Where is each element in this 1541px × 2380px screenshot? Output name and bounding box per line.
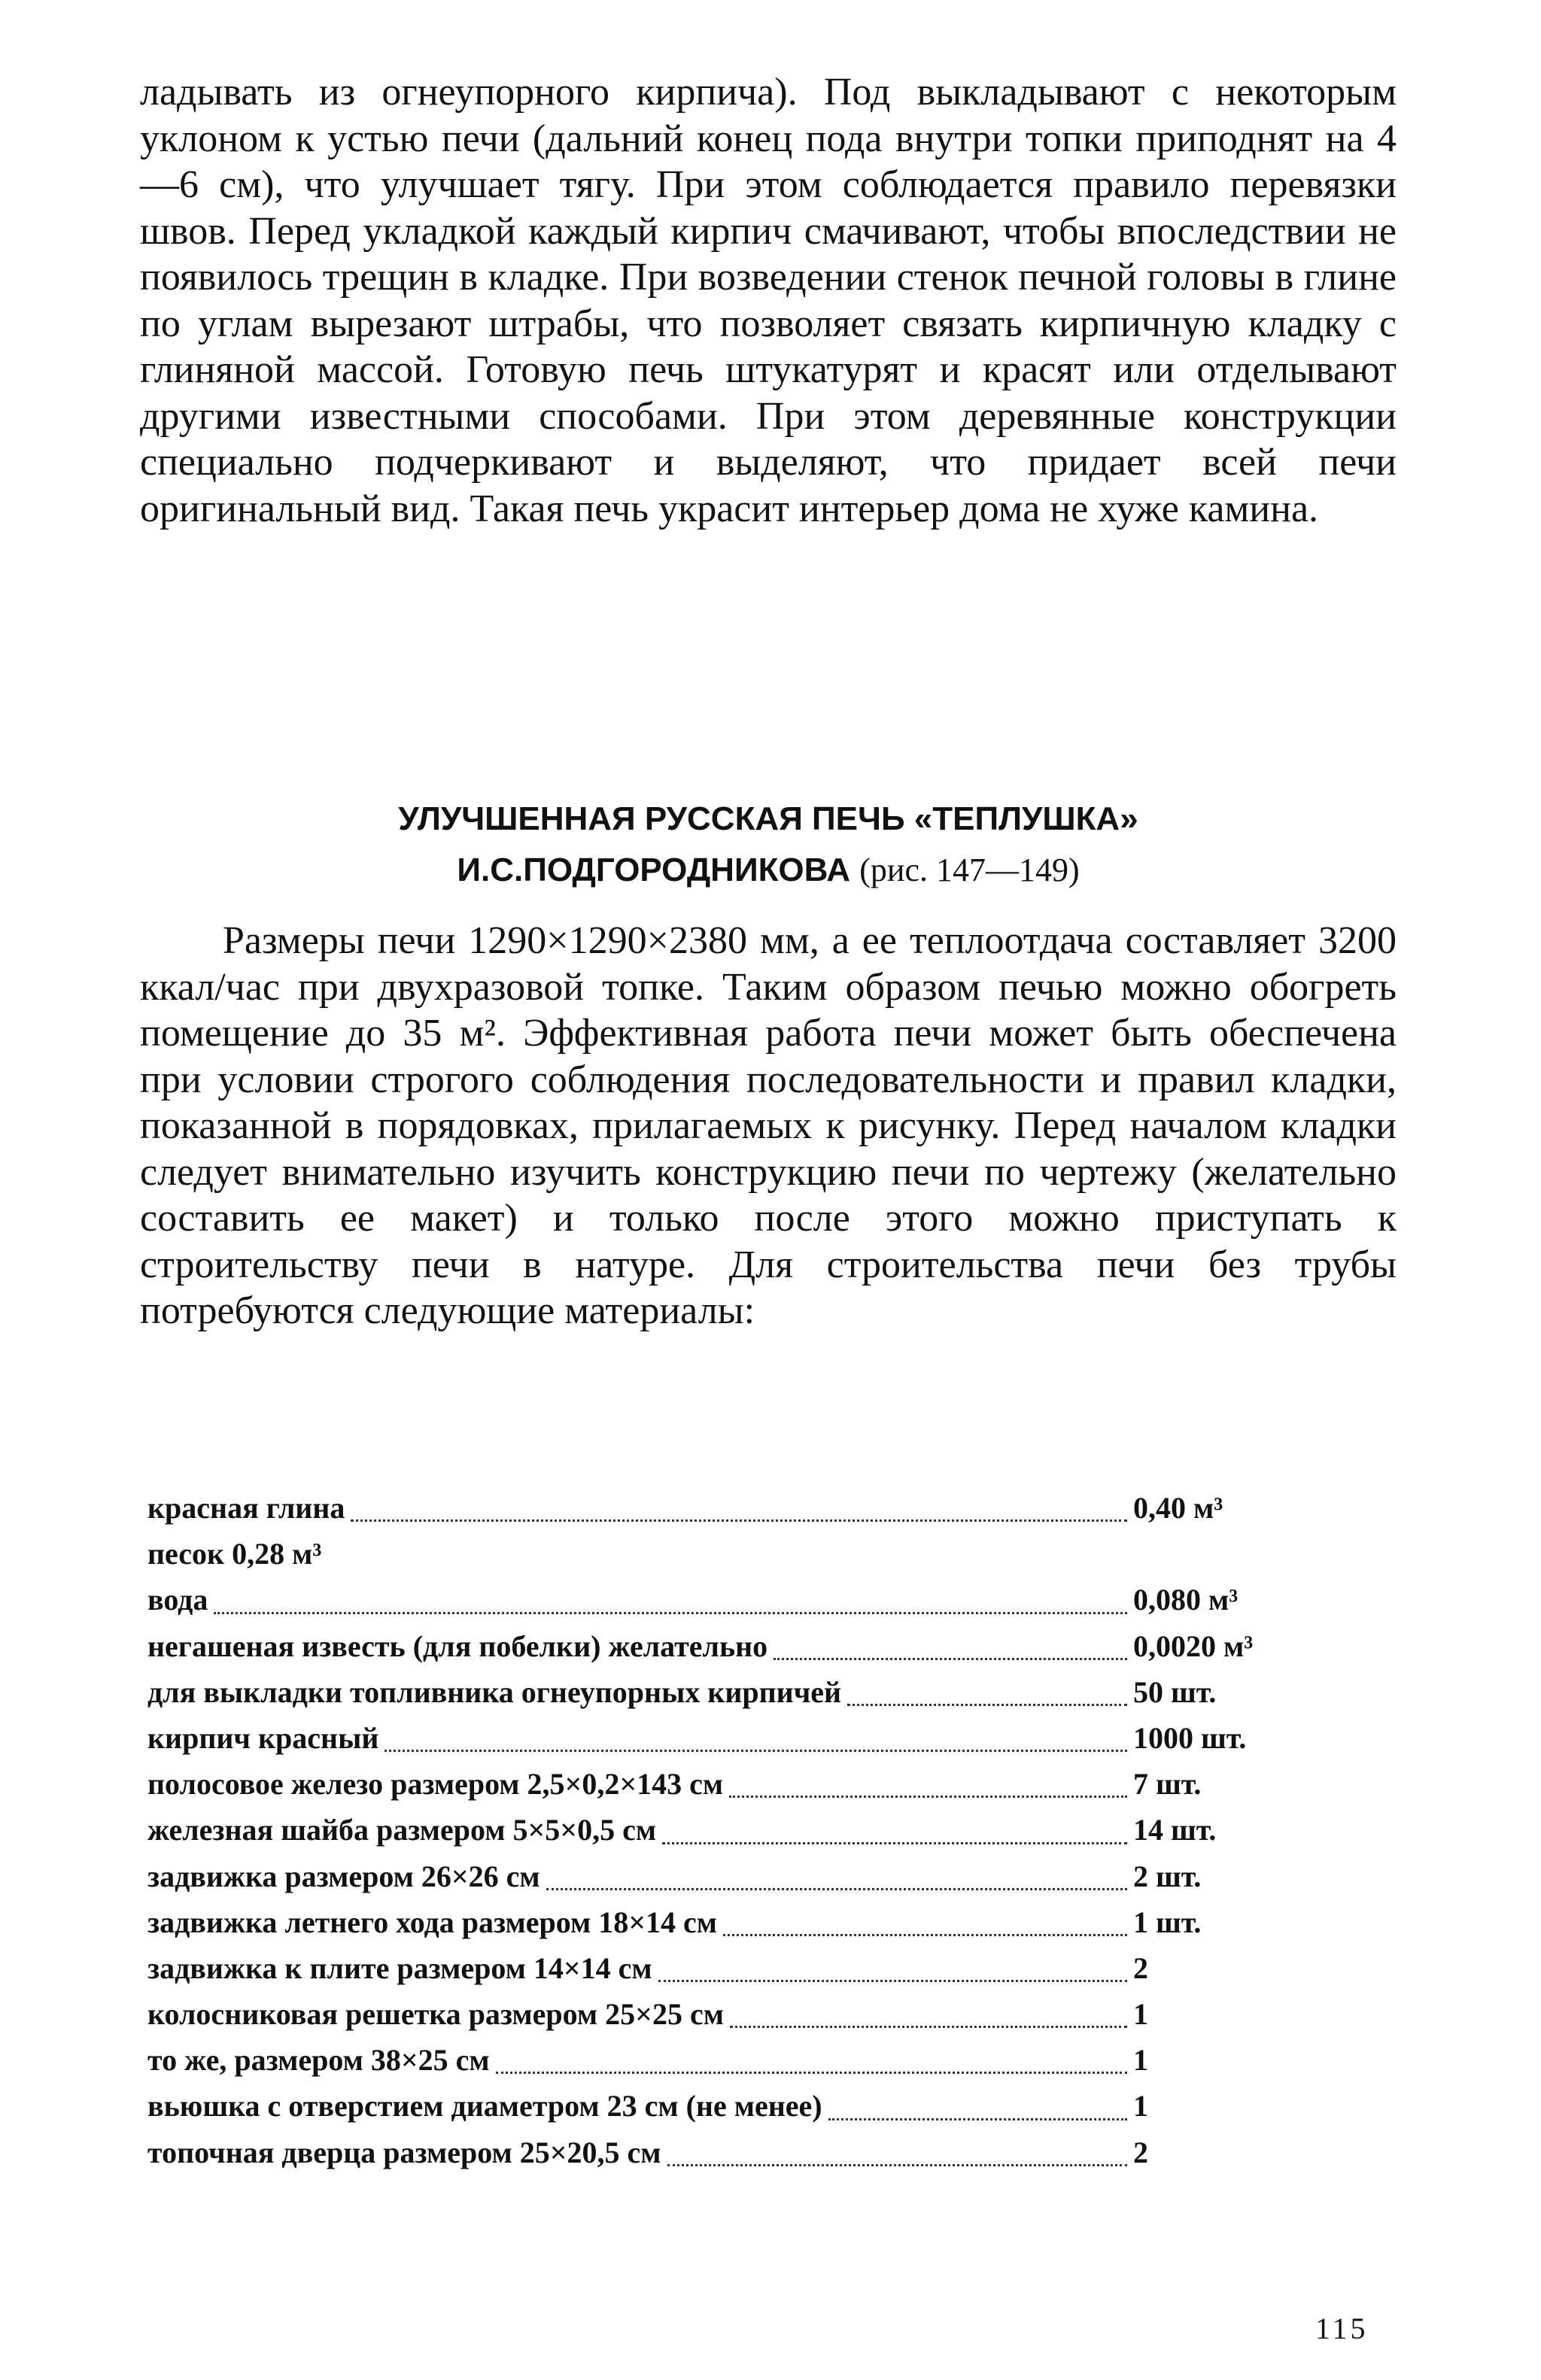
- materials-list-item: [147, 1991, 1321, 2037]
- dot-leader: [658, 1978, 1127, 1982]
- dot-leader: [774, 1656, 1127, 1660]
- body-paragraph-1: ладывать из огнеупорного кирпича). Под выкладывают с некоторым уклоном к устью печи (дальний конец пода внутри топки приподнят на 4—6 см), что улучшает тягу. При этом соблюдается правило перевязки швов. Перед укладкой каждый кирпич смачивают, чтобы впоследствии не появилось трещин в кладке. При возведении стенок печной головы в глине по углам вырезают штрабы, что позволяет связать кирпичную кладку с глиняной массой. Готовую печь штукатурят и красят или отделывают другими известными способами. При этом деревянные конструкции специально подчеркивают и выделяют, что придает всей печи оригинальный вид. Такая печь украсит интерьер дома не хуже камина.: [140, 71, 1397, 530]
- material-name: топочная дверца размером 25×20,5 см: [147, 2135, 661, 2169]
- materials-list-item: [147, 1807, 1321, 1853]
- material-name: колосниковая решетка размером 25×25 см: [147, 1997, 724, 2032]
- materials-list-item: [147, 1623, 1321, 1669]
- section-heading-line-2: [140, 845, 1397, 895]
- material-name: то же, размером 38×25 см: [147, 2043, 490, 2078]
- material-quantity: 1: [1133, 2043, 1148, 2078]
- material-quantity: 7 шт.: [1133, 1767, 1202, 1802]
- material-name: полосовое железо размером 2,5×0,2×143 см: [147, 1767, 724, 1802]
- dot-leader: [546, 1887, 1127, 1890]
- material-name: задвижка размером 26×26 см: [147, 1859, 540, 1893]
- material-name: вьюшка с отверстием диаметром 23 см (не менее): [147, 2089, 822, 2123]
- dot-leader: [729, 1794, 1127, 1798]
- dot-leader: [847, 1702, 1127, 1706]
- material-name: для выкладки топливника огнеупорных кирпичей: [147, 1674, 842, 1709]
- materials-list-item: [147, 2083, 1321, 2129]
- materials-list-item: [147, 1761, 1321, 1807]
- materials-list-item: [147, 1853, 1321, 1899]
- materials-list-item: [147, 1577, 1321, 1623]
- material-quantity: 0,40 м³: [1133, 1491, 1223, 1525]
- material-quantity: 0,080 м³: [1133, 1583, 1239, 1617]
- materials-list-item: [147, 1669, 1321, 1715]
- figure-reference: (рис. 147—149): [859, 852, 1080, 888]
- material-quantity: 1 шт.: [1133, 1905, 1202, 1939]
- material-name: вода: [147, 1583, 208, 1617]
- materials-list: [147, 1485, 1321, 2175]
- page-number: 115: [1315, 2312, 1369, 2345]
- dot-leader: [667, 2163, 1127, 2166]
- materials-list-item: [147, 1945, 1321, 1991]
- material-name: задвижка к плите размером 14×14 см: [147, 1950, 652, 1985]
- dot-leader: [828, 2117, 1127, 2120]
- material-quantity: 2 шт.: [1133, 1859, 1202, 1893]
- section-heading-line-1: УЛУЧШЕННАЯ РУССКАЯ ПЕЧЬ «ТЕПЛУШКА»: [398, 800, 1138, 837]
- materials-list-item: [147, 1485, 1321, 1531]
- dot-leader: [496, 2070, 1127, 2074]
- material-quantity: 1: [1133, 1997, 1148, 2032]
- material-quantity: 50 шт.: [1133, 1674, 1217, 1709]
- dot-leader: [214, 1610, 1127, 1614]
- dot-leader: [662, 1841, 1127, 1844]
- dot-leader: [384, 1748, 1127, 1752]
- material-quantity: 0,0020 м³: [1133, 1629, 1254, 1663]
- material-name: задвижка летнего хода размером 18×14 см: [147, 1905, 718, 1939]
- dot-leader: [723, 1932, 1127, 1936]
- section-heading-author: И.С.ПОДГОРОДНИКОВА: [457, 852, 851, 888]
- materials-list-item: [147, 1715, 1321, 1761]
- dot-leader: [730, 2024, 1127, 2028]
- dot-leader: [351, 1518, 1127, 1522]
- material-quantity: 1000 шт.: [1133, 1720, 1247, 1755]
- materials-list-item: [147, 2130, 1321, 2175]
- material-quantity: 14 шт.: [1133, 1813, 1217, 1847]
- material-name: кирпич красный: [147, 1720, 379, 1755]
- material-name: красная глина: [147, 1491, 345, 1525]
- material-quantity: 2: [1133, 2135, 1148, 2169]
- material-quantity: 1: [1133, 2089, 1148, 2123]
- materials-list-item: [147, 1899, 1321, 1945]
- body-paragraph-2: Размеры печи 1290×1290×2380 мм, а ее теплоотдача составляет 3200 ккал/час при двухразовой топке. Таким образом печью можно обогреть помещение до 35 м². Эффективная работа печи может быть обеспечена при условии строгого соблюдения последовательности и правил кладки, показанной в порядовках, прилагаемых к рисунку. Перед началом кладки следует внимательно изучить конструкцию печи по чертежу (желательно составить ее макет) и только после этого можно приступать к строительству печи в натуре. Для строительства печи без трубы потребуются следующие материалы:: [140, 919, 1397, 1332]
- materials-list-item: [147, 1531, 1321, 1577]
- material-quantity: 2: [1133, 1950, 1148, 1985]
- material-name: песок 0,28 м³: [147, 1537, 322, 1571]
- material-name: железная шайба размером 5×5×0,5 см: [147, 1813, 657, 1847]
- material-name: негашеная известь (для побелки) желательно: [147, 1629, 768, 1663]
- materials-list-item: [147, 2037, 1321, 2083]
